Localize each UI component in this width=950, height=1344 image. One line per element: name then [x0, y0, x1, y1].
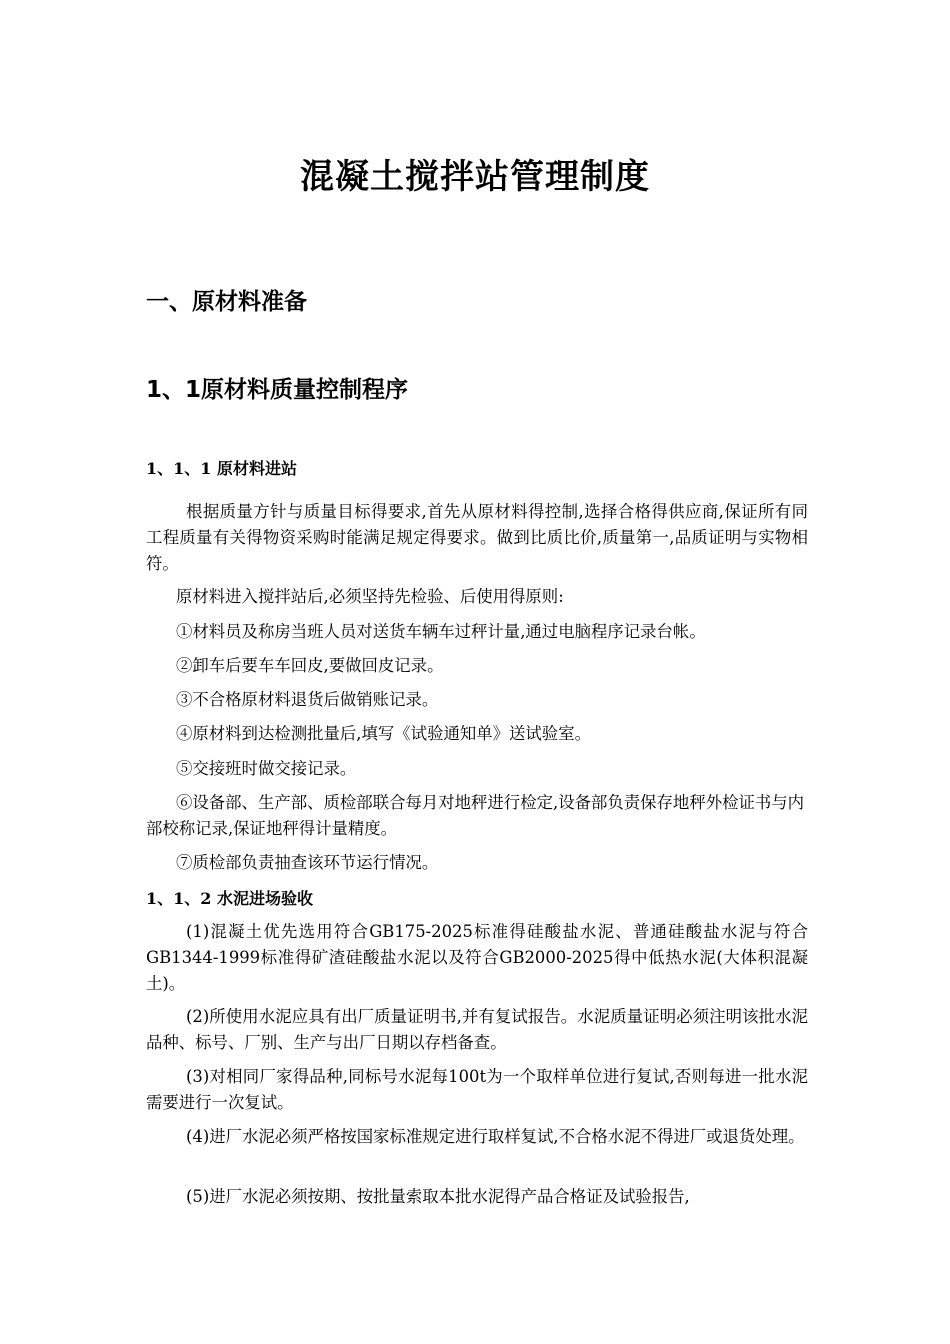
section-heading-raw-materials: 一、原材料准备: [146, 289, 307, 315]
paragraph-cement-2: (2)所使用水泥应具有出厂质量证明书,并有复试报告。水泥质量证明必须注明该批水泥品种、标号、厂别、生产与出厂日期以存档备查。: [146, 1007, 808, 1052]
list-item: ②卸车后要车车回皮,要做回皮记录。: [176, 656, 444, 675]
paragraph-intro: 根据质量方针与质量目标得要求,首先从原材料得控制,选择合格得供应商,保证所有同工程质量有关得物资采购时能满足规定得要求。做到比质比价,质量第一,品质证明与实物相符。: [146, 502, 808, 573]
part-heading-materials-entry: 1、1、1 原材料进站: [146, 459, 297, 478]
subsection-heading-quality-control: 1、1原材料质量控制程序: [146, 377, 409, 403]
paragraph-principle: 原材料进入搅拌站后,必须坚持先检验、后使用得原则:: [176, 587, 564, 606]
list-item: ③不合格原材料退货后做销账记录。: [176, 690, 439, 709]
list-item: ④原材料到达检测批量后,填写《试验通知单》送试验室。: [176, 724, 591, 743]
list-item: ⑥设备部、生产部、质检部联合每月对地秤进行检定,设备部负责保存地秤外检证书与内部校称记录,保证地秤得计量精度。: [146, 793, 805, 838]
paragraph-cement-5: (5)进厂水泥必须按期、按批量索取本批水泥得产品合格证及试验报告,: [186, 1187, 690, 1206]
list-item: ⑤交接班时做交接记录。: [176, 759, 357, 778]
paragraph-cement-1: (1)混凝土优先选用符合GB175-2025标准得硅酸盐水泥、普通硅酸盐水泥与符合GB1344-1999标准得矿渣硅酸盐水泥以及符合GB2000-2025得中低热水泥(大体积混凝土)。: [146, 922, 808, 993]
paragraph-cement-4: (4)进厂水泥必须严格按国家标准规定进行取样复试,不合格水泥不得进厂或退货处理。: [186, 1127, 805, 1146]
list-item: ⑦质检部负责抽查该环节运行情况。: [176, 853, 439, 872]
list-item: ①材料员及称房当班人员对送货车辆车过秤计量,通过电脑程序记录台帐。: [176, 622, 706, 641]
part-heading-cement-acceptance: 1、1、2 水泥进场验收: [146, 889, 313, 908]
document-title: 混凝土搅拌站管理制度: [300, 157, 650, 197]
paragraph-cement-3: (3)对相同厂家得品种,同标号水泥每100t为一个取样单位进行复试,否则每进一批水泥需要进行一次复试。: [146, 1067, 808, 1112]
